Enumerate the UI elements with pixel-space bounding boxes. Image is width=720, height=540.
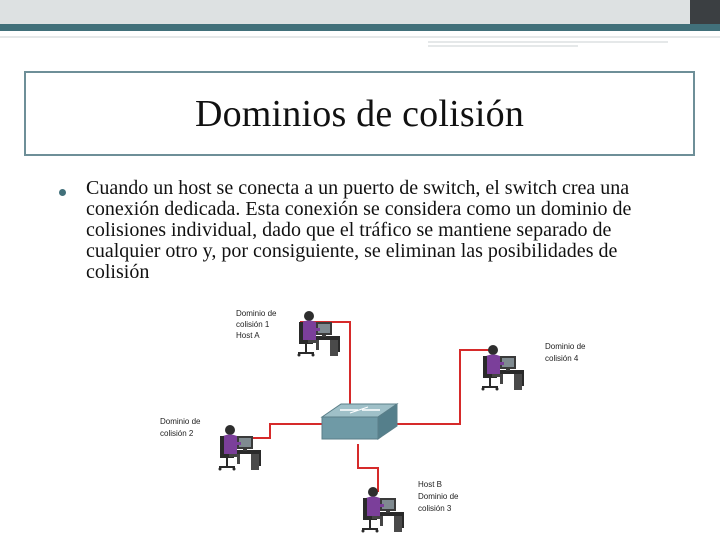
- link-host-b: [358, 444, 378, 492]
- bullet-text: Cuando un host se conecta a un puerto de switch, el switch crea una conexión dedicada. Esta conexión se considera como un dominio de colisiones individual, dado que el tráfico se mantiene separado de cualquier otro y, por consiguiente, se eliminan las posibilidades de colisión: [86, 177, 632, 283]
- label-host-b-line1: Host B: [418, 480, 443, 489]
- domain-4-workstation-icon: [482, 345, 525, 391]
- link-domain-2: [245, 424, 322, 438]
- link-domain-4: [396, 350, 495, 424]
- switch-icon: [322, 404, 397, 439]
- label-domain-4-line2: colisión 4: [545, 354, 579, 363]
- label-host-a-line2: colisión 1: [236, 320, 270, 329]
- label-host-b-line3: colisión 3: [418, 504, 452, 513]
- label-domain-4-line1: Dominio de: [545, 342, 586, 351]
- domain-2-workstation-icon: [219, 425, 262, 471]
- label-host-a-line1: Dominio de: [236, 309, 277, 318]
- label-domain-2-line2: colisión 2: [160, 429, 194, 438]
- host-b-workstation-icon: [362, 487, 405, 533]
- slide-title: Dominios de colisión: [194, 92, 525, 135]
- label-domain-2-line1: Dominio de: [160, 417, 201, 426]
- label-host-b-line2: Dominio de: [418, 492, 459, 501]
- label-host-a-line3: Host A: [236, 331, 260, 340]
- host-a-workstation-icon: [298, 311, 341, 357]
